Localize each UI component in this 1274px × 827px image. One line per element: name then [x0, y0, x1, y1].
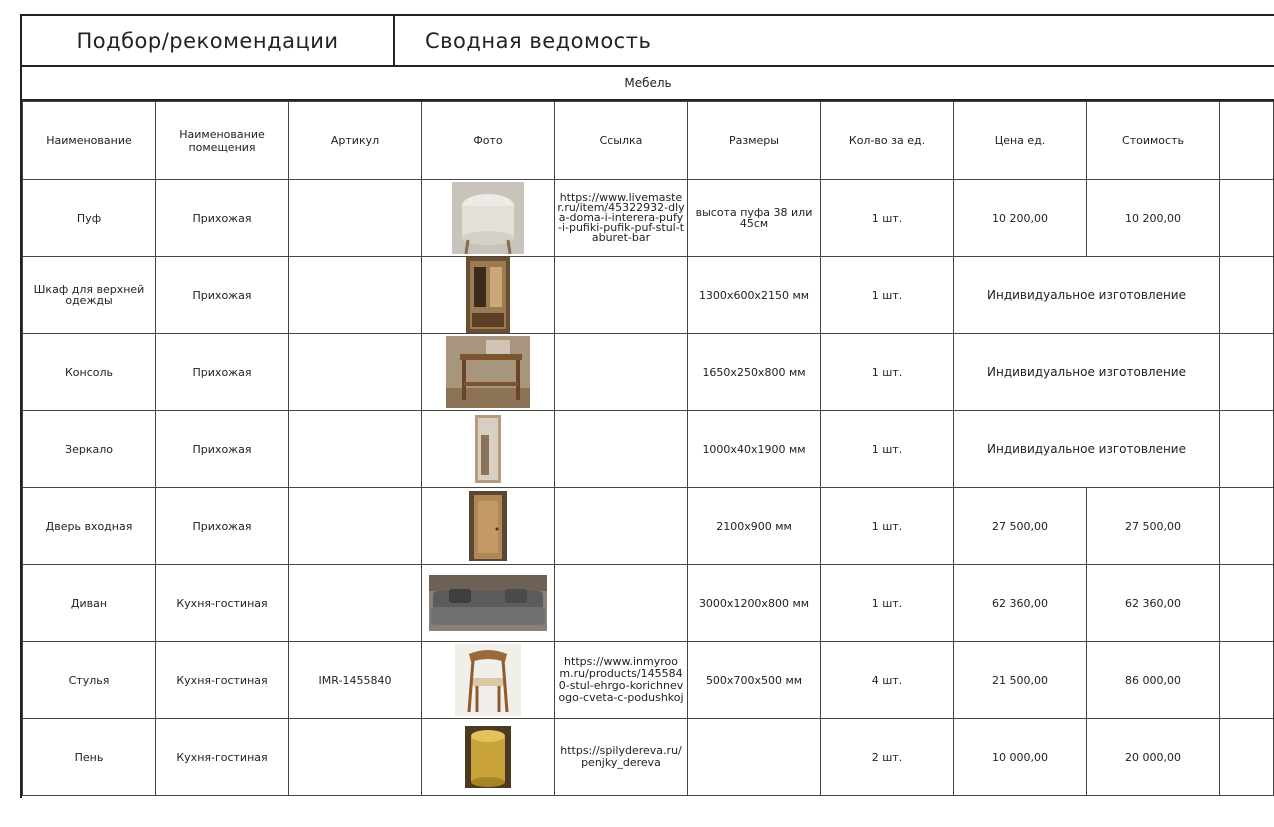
item-link[interactable]: https://www.livemaster.ru/item/45322932-dlya-doma-i-interera-pufy-i-pufiki-pufik-puf-stul-taburet-bar: [555, 180, 688, 257]
item-name: Шкаф для верхней одежды: [23, 257, 156, 334]
item-room: Прихожая: [156, 334, 289, 411]
item-custom-note: Индивидуальное изготовление: [954, 257, 1220, 334]
item-size: 1000х40х1900 мм: [688, 411, 821, 488]
item-photo: [422, 565, 555, 642]
pouf-photo: [452, 182, 524, 254]
col-header: Размеры: [688, 102, 821, 180]
item-size: 2100х900 мм: [688, 488, 821, 565]
col-header: Ссылка: [555, 102, 688, 180]
door-photo: [469, 491, 507, 561]
extra-cell: [1220, 719, 1274, 796]
col-header: Кол-во за ед.: [821, 102, 954, 180]
section-title: Мебель: [22, 67, 1274, 101]
item-article: [289, 488, 422, 565]
furniture-table: [22, 101, 1274, 796]
item-room: Прихожая: [156, 180, 289, 257]
item-link[interactable]: [555, 565, 688, 642]
console-photo: [446, 336, 530, 408]
item-cost: 20 000,00: [1087, 719, 1220, 796]
table-row: [23, 257, 1274, 334]
item-article: [289, 180, 422, 257]
item-custom-note: Индивидуальное изготовление: [954, 334, 1220, 411]
item-photo: [422, 488, 555, 565]
item-price: 62 360,00: [954, 565, 1087, 642]
item-room: Прихожая: [156, 488, 289, 565]
item-room: Кухня-гостиная: [156, 642, 289, 719]
item-name: Стулья: [23, 642, 156, 719]
item-article: IMR-1455840: [289, 642, 422, 719]
extra-col: [1220, 102, 1274, 180]
item-article: [289, 719, 422, 796]
extra-cell: [1220, 180, 1274, 257]
item-price: 10 000,00: [954, 719, 1087, 796]
table-row: [23, 565, 1274, 642]
col-header: Цена ед.: [954, 102, 1087, 180]
item-photo: [422, 642, 555, 719]
item-name: Консоль: [23, 334, 156, 411]
item-name: Пень: [23, 719, 156, 796]
col-header: Наименование помещения: [156, 102, 289, 180]
sofa-photo: [429, 575, 547, 631]
extra-cell: [1220, 642, 1274, 719]
item-room: Кухня-гостиная: [156, 719, 289, 796]
stump-photo: [465, 726, 511, 788]
spec-sheet: [20, 14, 1274, 798]
item-link[interactable]: https://spilydereva.ru/penjky_dereva: [555, 719, 688, 796]
item-link[interactable]: [555, 411, 688, 488]
item-photo: [422, 411, 555, 488]
item-room: Прихожая: [156, 411, 289, 488]
table-row: [23, 411, 1274, 488]
wardrobe-photo: [466, 257, 510, 333]
item-cost: 86 000,00: [1087, 642, 1220, 719]
item-photo: [422, 719, 555, 796]
item-photo: [422, 257, 555, 334]
item-qty: 1 шт.: [821, 180, 954, 257]
table-row: [23, 180, 1274, 257]
extra-cell: [1220, 565, 1274, 642]
mirror-photo: [475, 415, 501, 483]
item-link[interactable]: [555, 488, 688, 565]
extra-cell: [1220, 334, 1274, 411]
item-photo: [422, 180, 555, 257]
item-size: высота пуфа 38 или 45см: [688, 180, 821, 257]
col-header: Стоимость: [1087, 102, 1220, 180]
extra-cell: [1220, 488, 1274, 565]
item-link[interactable]: [555, 257, 688, 334]
col-header: Фото: [422, 102, 555, 180]
item-article: [289, 257, 422, 334]
item-cost: 10 200,00: [1087, 180, 1220, 257]
item-link[interactable]: [555, 334, 688, 411]
item-name: Зеркало: [23, 411, 156, 488]
item-cost: 62 360,00: [1087, 565, 1220, 642]
table-header-row: [23, 102, 1274, 180]
header-right-title: Сводная ведомость: [395, 16, 1274, 67]
item-price: 10 200,00: [954, 180, 1087, 257]
item-photo: [422, 334, 555, 411]
item-name: Пуф: [23, 180, 156, 257]
item-qty: 1 шт.: [821, 257, 954, 334]
item-size: 3000х1200х800 мм: [688, 565, 821, 642]
item-qty: 1 шт.: [821, 411, 954, 488]
item-size: [688, 719, 821, 796]
extra-cell: [1220, 257, 1274, 334]
extra-cell: [1220, 411, 1274, 488]
item-custom-note: Индивидуальное изготовление: [954, 411, 1220, 488]
item-cost: 27 500,00: [1087, 488, 1220, 565]
item-price: 21 500,00: [954, 642, 1087, 719]
header-left-title: Подбор/рекомендации: [22, 16, 395, 67]
item-qty: 2 шт.: [821, 719, 954, 796]
col-header: Артикул: [289, 102, 422, 180]
item-room: Прихожая: [156, 257, 289, 334]
item-size: 1650х250х800 мм: [688, 334, 821, 411]
item-name: Диван: [23, 565, 156, 642]
item-qty: 1 шт.: [821, 334, 954, 411]
item-price: 27 500,00: [954, 488, 1087, 565]
table-row: [23, 719, 1274, 796]
item-name: Дверь входная: [23, 488, 156, 565]
table-row: [23, 334, 1274, 411]
item-article: [289, 411, 422, 488]
item-size: 1300х600х2150 мм: [688, 257, 821, 334]
item-qty: 1 шт.: [821, 565, 954, 642]
item-link[interactable]: https://www.inmyroom.ru/products/1455840-stul-ehrgo-korichnevogo-cveta-c-podushkoj: [555, 642, 688, 719]
item-room: Кухня-гостиная: [156, 565, 289, 642]
item-article: [289, 565, 422, 642]
table-row: [23, 642, 1274, 719]
table-row: [23, 488, 1274, 565]
chair-photo: [455, 644, 521, 716]
item-size: 500х700х500 мм: [688, 642, 821, 719]
col-header: Наименование: [23, 102, 156, 180]
item-article: [289, 334, 422, 411]
item-qty: 4 шт.: [821, 642, 954, 719]
item-qty: 1 шт.: [821, 488, 954, 565]
